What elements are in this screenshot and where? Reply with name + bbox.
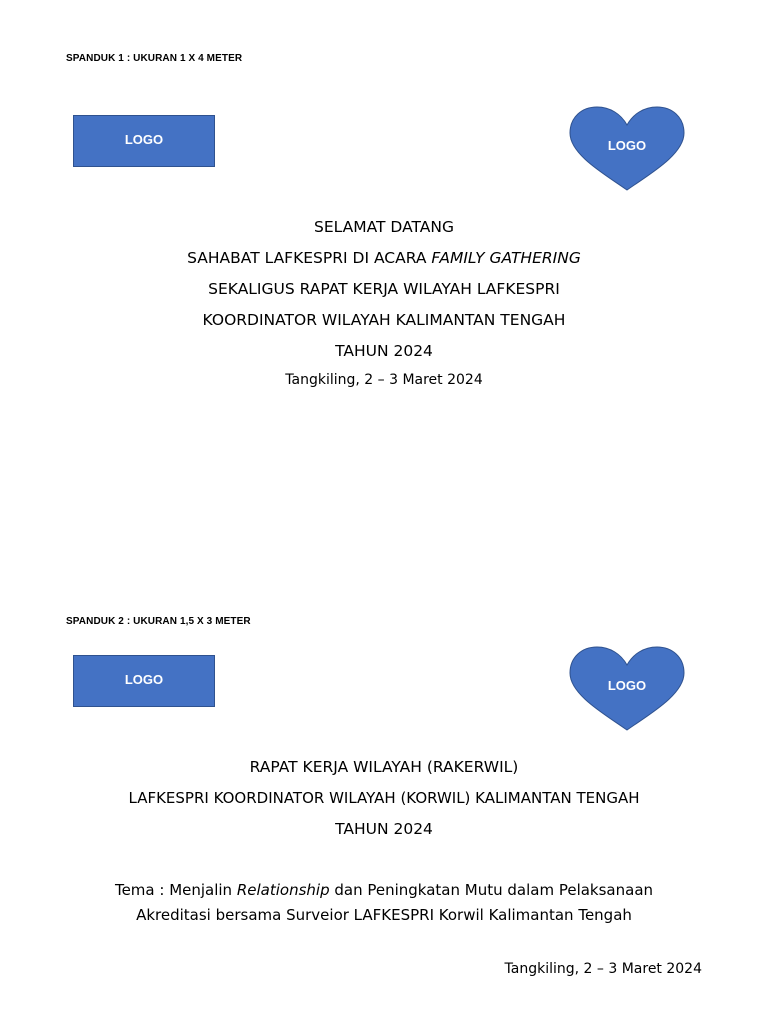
heading-line: TAHUN 2024 — [335, 342, 433, 360]
spanduk-1-label: SPANDUK 1 : UKURAN 1 X 4 METER — [66, 53, 243, 64]
heading-line: SELAMAT DATANG — [314, 218, 454, 236]
logo-rect-text: LOGO — [124, 131, 164, 147]
tema-prefix: Tema : Menjalin — [114, 881, 237, 899]
heading-text: SAHABAT LAFKESPRI DI ACARA — [187, 249, 432, 267]
logo-placeholder-heart — [568, 105, 686, 191]
spanduk-1-heading — [0, 212, 768, 393]
logo-heart-text: LOGO — [607, 138, 647, 153]
heading-line: SEKALIGUS RAPAT KERJA WILAYAH LAFKESPRI — [208, 280, 560, 298]
heading-italic-text: FAMILY GATHERING — [431, 249, 581, 267]
tema-line — [0, 878, 768, 903]
event-date: Tangkiling, 2 – 3 Maret 2024 — [504, 961, 702, 977]
event-date: Tangkiling, 2 – 3 Maret 2024 — [285, 372, 483, 388]
logo-placeholder-rect — [73, 655, 215, 707]
tema-italic: Relationship — [236, 881, 330, 899]
spanduk-2-label: SPANDUK 2 : UKURAN 1,5 X 3 METER — [66, 616, 251, 627]
tema-text — [0, 878, 768, 928]
logo-rect-text: LOGO — [124, 671, 164, 687]
logo-placeholder-heart — [568, 645, 686, 731]
heading-line: TAHUN 2024 — [335, 820, 433, 838]
heading-line — [0, 243, 768, 274]
heading-line: KOORDINATOR WILAYAH KALIMANTAN TENGAH — [202, 311, 566, 329]
logo-heart-text: LOGO — [607, 678, 647, 693]
tema-rest: dan Peningkatan Mutu dalam Pelaksanaan — [329, 881, 654, 899]
logo-placeholder-rect — [73, 115, 215, 167]
heading-line: LAFKESPRI KOORDINATOR WILAYAH (KORWIL) KALIMANTAN TENGAH — [128, 789, 640, 807]
heading-line: RAPAT KERJA WILAYAH (RAKERWIL) — [249, 758, 519, 776]
tema-line: Akreditasi bersama Surveior LAFKESPRI Korwil Kalimantan Tengah — [136, 906, 632, 924]
spanduk-2-heading — [0, 752, 768, 845]
